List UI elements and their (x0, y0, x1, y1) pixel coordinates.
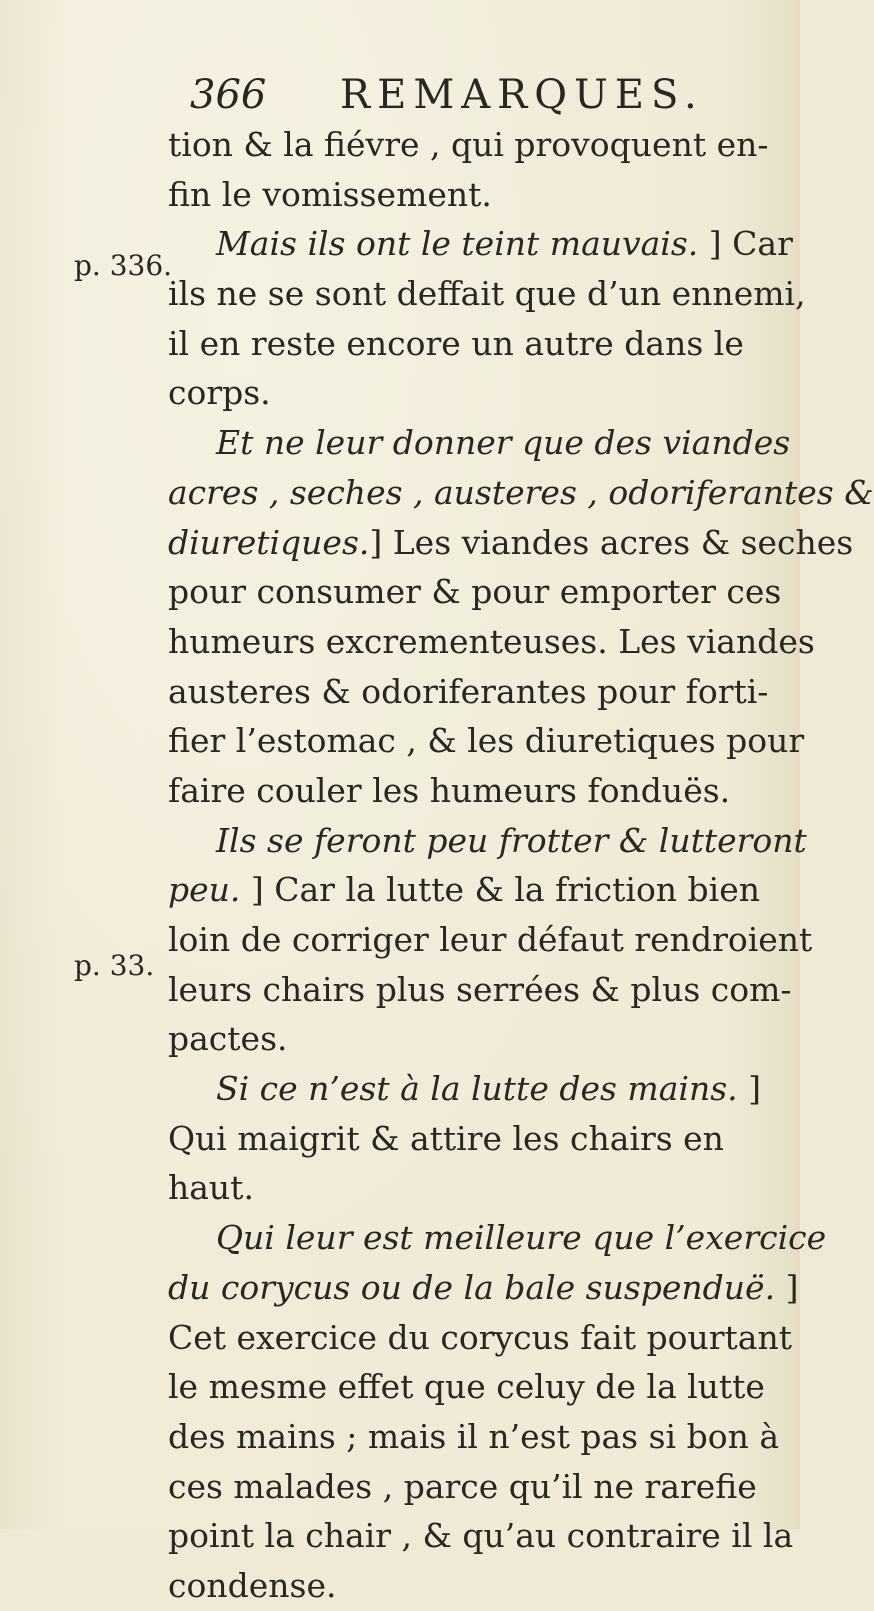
text-segment: ] Car (698, 224, 793, 264)
text-segment: ] (775, 1267, 799, 1307)
text-line (168, 1412, 779, 1462)
text-line (168, 865, 768, 915)
text-line (168, 1163, 768, 1213)
text-line (168, 120, 768, 170)
text-segment: ] (737, 1069, 761, 1109)
text-line (168, 219, 793, 269)
text-line (168, 915, 813, 965)
text-line (168, 1014, 768, 1064)
text-line (168, 1263, 799, 1313)
page-header (190, 70, 750, 120)
text-line (168, 667, 768, 717)
italic-segment: diuretiques. (168, 522, 370, 562)
text-segment: leurs chairs plus serrées & plus com- (168, 969, 792, 1009)
text-segment: humeurs excrementeuses. Les viandes (168, 621, 815, 661)
text-line (168, 319, 768, 369)
text-line (168, 766, 768, 816)
text-segment: des mains ; mais il n’est pas si bon à (168, 1416, 779, 1456)
text-line (168, 468, 874, 518)
text-line (168, 518, 854, 568)
italic-segment: Mais ils ont le teint mauvais. (216, 224, 699, 264)
text-line (168, 170, 768, 220)
text-line (168, 1362, 768, 1412)
page-number: 366 (190, 72, 267, 118)
text-segment: loin de corriger leur défaut rendroient (168, 920, 813, 959)
text-line (168, 1313, 792, 1363)
text-line (168, 1511, 794, 1561)
text-line (168, 269, 806, 319)
text-line (168, 1561, 768, 1611)
text-segment: corps. (168, 373, 271, 413)
text-segment: le mesme effet que celuy de la lutte (168, 1367, 765, 1407)
text-line (168, 567, 782, 617)
italic-segment: Si ce n’est à la lutte des mains. (216, 1069, 738, 1109)
text-line (168, 1114, 768, 1164)
running-title: REMARQUES. (340, 72, 704, 118)
text-line (168, 418, 791, 468)
text-line (168, 716, 805, 766)
margin-note-page-ref: p. 33. (74, 949, 155, 982)
text-segment: ils ne se sont deffait que d’un ennemi, (168, 274, 806, 314)
text-segment: Cet exercice du corycus fait pourtant (168, 1317, 792, 1357)
italic-segment: du corycus ou de la bale suspenduë. (168, 1267, 776, 1307)
italic-segment: Qui leur est meilleure que l’exercice (216, 1218, 827, 1258)
text-line (168, 1462, 768, 1512)
text-segment: point la chair , & qu’au contraire il la (168, 1516, 794, 1556)
text-line (168, 617, 815, 667)
text-segment: fier l’estomac , & les diuretiques pour (168, 721, 805, 761)
text-segment: faire couler les humeurs fonduës. (168, 770, 731, 810)
text-segment: pactes. (168, 1019, 288, 1059)
italic-segment: Et ne leur donner que des viandes (216, 423, 791, 463)
italic-segment: Ils se feront peu frotter & lutteront (216, 820, 807, 860)
text-segment: condense. (168, 1565, 337, 1605)
text-segment: ] Les viandes acres & seches (369, 522, 854, 562)
text-segment: austeres & odoriferantes pour forti- (168, 671, 769, 711)
text-segment: fin le vomissement. (168, 174, 492, 214)
text-segment: haut. (168, 1168, 254, 1208)
text-line (168, 816, 807, 866)
text-segment: Qui maigrit & attire les chairs en (168, 1118, 724, 1158)
text-line (168, 965, 792, 1015)
text-line (168, 368, 768, 418)
text-line (168, 1213, 827, 1263)
body-text (168, 120, 874, 1611)
italic-segment: acres , seches , austeres , odoriferantes & (168, 472, 874, 512)
margin-note-page-ref: p. 336. (74, 249, 173, 282)
text-segment: il en reste encore un autre dans le (168, 323, 744, 363)
text-line (168, 1064, 768, 1114)
text-segment: pour consumer & pour emporter ces (168, 572, 782, 612)
text-segment: ] Car la lutte & la friction bien (240, 870, 761, 910)
text-segment: ces malades , parce qu’il ne rarefie (168, 1466, 757, 1506)
italic-segment: peu. (168, 870, 241, 910)
text-segment: tion & la fiévre , qui provoquent en- (168, 125, 769, 164)
